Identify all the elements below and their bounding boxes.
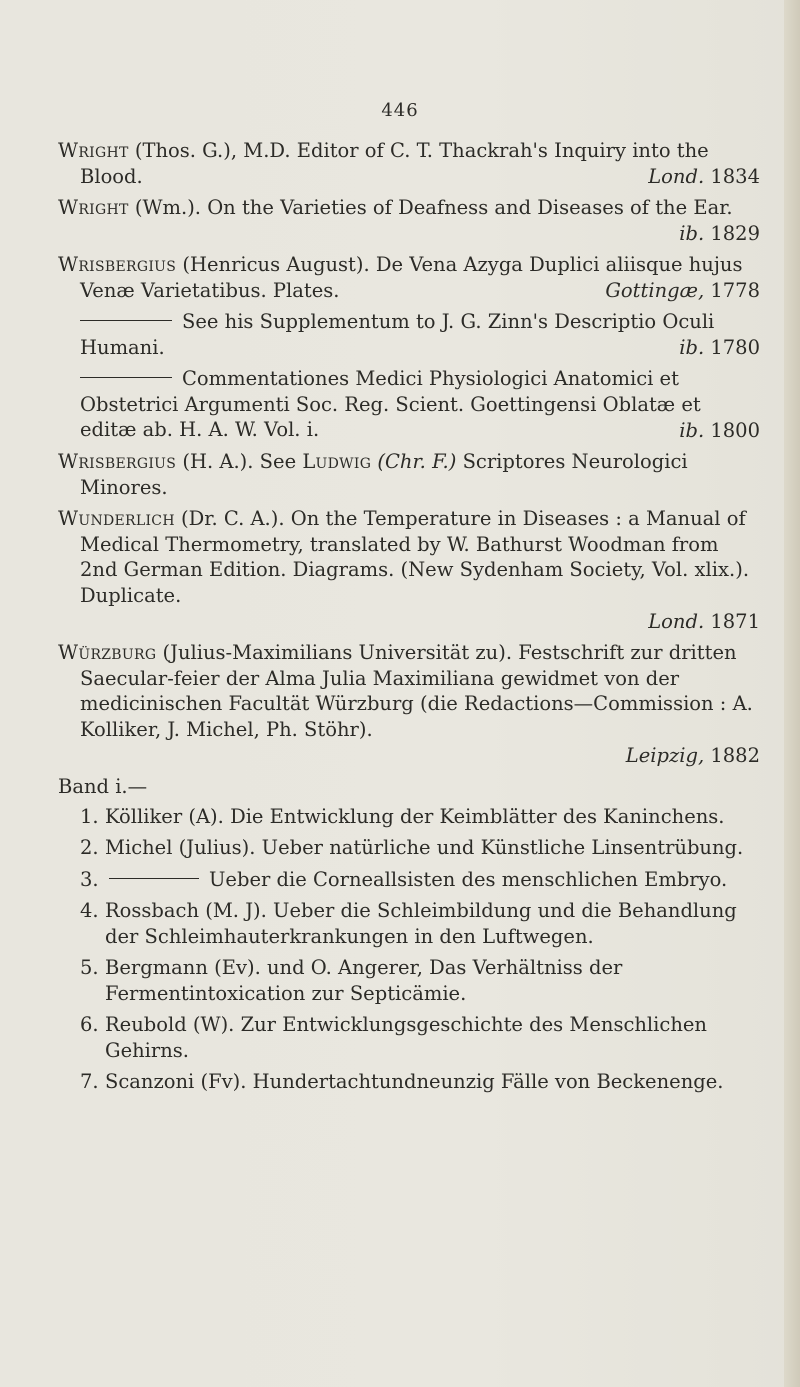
contents-list [58,804,760,1095]
entry-text-cont: Scriptores Neurologici Minores. [80,450,688,499]
list-item: 6. Reubold (W). Zur Entwicklungsgeschichte des Menschlichen Gehirns. [80,1013,707,1062]
entry-imprint: Leipzig, 1882 [625,743,760,767]
bibliography-entry [58,252,760,303]
entry-text: (H. A.). See [176,450,303,473]
entry-text: (Thos. G.), M.D. Editor of C. T. Thackrah's Inquiry into the Blood. [80,139,709,188]
entry-reference-initials: (Chr. F.) [377,450,457,473]
list-item: 3. Ueber die Corneallsisten des menschlichen Embryo. [80,867,728,891]
entry-text: (Dr. C. A.). On the Temperature in Diseases : a Manual of Medical Thermometry, translated by W. Bathurst Woodman from 2nd German Edition. Diagrams. (New Sydenham Society, Vol. xlix.). Duplicate. [80,507,750,607]
bibliography-entry [58,640,760,768]
entry-imprint: ib. 1829 [679,221,760,245]
bibliography-entries [58,138,760,1101]
bibliography-entry [58,309,760,360]
entry-text: (Henricus August). De Vena Azyga Duplici aliisque hujus Venæ Varietatibus. Plates. [80,253,743,302]
entry-author: Wright [58,196,129,219]
entry-text: (Wm.). On the Varieties of Deafness and Diseases of the Ear. [128,196,733,219]
entry-text: See his Supplementum to J. G. Zinn's Descriptio Oculi Humani. [80,310,715,359]
bibliography-entry [58,506,760,634]
entry-author: Wright [58,139,129,162]
entry-text: Commentationes Medici Physiologici Anatomici et Obstetrici Argumenti Soc. Reg. Scient. Goettingensi Oblatæ et editæ ab. H. A. W. Vol. i. [80,367,701,441]
ditto-dash [80,377,172,378]
page-edge [784,0,800,1387]
list-item: 5. Bergmann (Ev). und O. Angerer, Das Verhältniss der Fermentintoxication zur Septicämie. [80,956,623,1005]
entry-imprint: ib. 1800 [679,418,760,442]
bibliography-entry [58,449,760,500]
entry-imprint: Lond. 1834 [648,164,760,188]
entry-text: (Julius-Maximilians Universität zu). Festschrift zur dritten Saecular-feier der Alma Julia Maximiliana gewidmet von der medicinischen Facultät Würzburg (die Redactions—Commission : A. Kolliker, J. Michel, Ph. Stöhr). [80,641,753,741]
ditto-dash [109,878,199,879]
entry-imprint: Gottingæ, 1778 [605,278,760,302]
list-item: 1. Kölliker (A). Die Entwicklung der Keimblätter des Kaninchens. [80,804,725,828]
list-item: 7. Scanzoni (Fv). Hundertachtundneunzig Fälle von Beckenenge. [80,1070,724,1093]
bibliography-entry [58,195,760,246]
entry-author: Wunderlich [58,507,175,530]
entry-reference: Ludwig [302,450,372,473]
band-heading: Band i.— [58,775,148,798]
bibliography-entry [58,366,760,443]
list-item: 4. Rossbach (M. J). Ueber die Schleimbildung und die Behandlung der Schleimhauterkrankungen in den Luftwegen. [80,899,737,948]
entry-author: Würzburg [58,641,157,664]
entry-author: Wrisbergius [58,253,177,276]
bibliography-entry [58,138,760,189]
list-item: 2. Michel (Julius). Ueber natürliche und Künstliche Linsentrübung. [80,836,744,859]
ditto-dash [80,320,172,321]
entry-imprint: Lond. 1871 [648,609,760,633]
entry-imprint: ib. 1780 [679,335,760,359]
entry-author: Wrisbergius [58,450,177,473]
page-number: 446 [381,100,419,121]
